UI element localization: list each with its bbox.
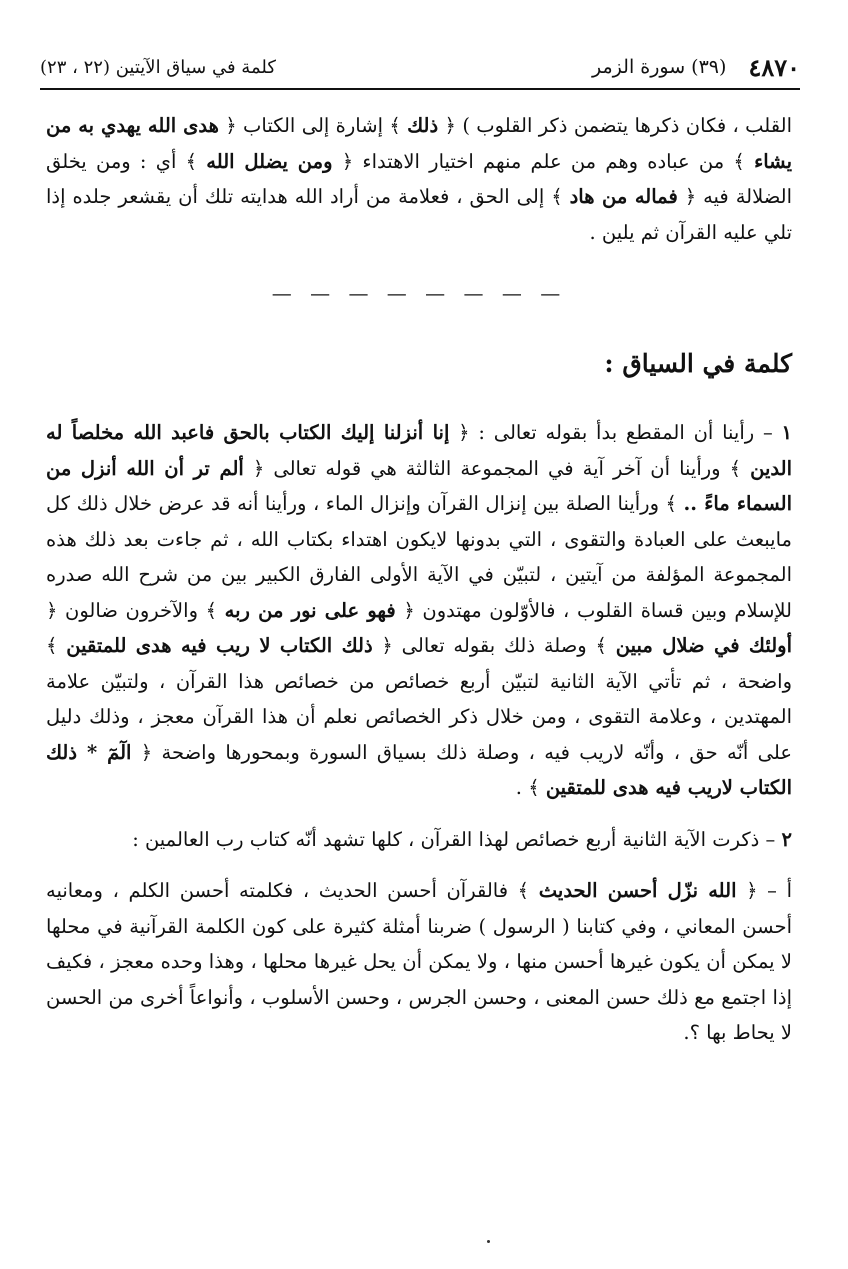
paragraph-2a: أ – ﴿ الله نزّل أحسن الحديث ﴾ فالقرآن أحسن الحديث ، فكلمته أحسن الكلم ، ومعانيه أحسن المعاني ، وفي كتابنا ( الرسول ) ضربنا أمثلة كثيرة على كون الكلمة القرآنية في محلها لا يمكن أن يكون غيرها أحسن منها ، ولا يمكن أن يحل غيرها محلها ، وهذا وحده معجز ، فكيف إذا اجتمع مع ذلك حسن المعنى ، وحسن الجرس ، وحسن الأسلوب ، وأنواعاً أخرى من الحسن لا يحاط بها ؟. (46, 879, 792, 1044)
quran-quote: فهو على نور من ربه (224, 598, 396, 622)
quran-quote: ألم تر أن الله أنزل من السماء ماءً .. (46, 456, 792, 515)
paragraph-continuation: القلب ، فكان ذكرها يتضمن ذكر القلوب ) ﴿ ذلك ﴾ إشارة إلى الكتاب ﴿ هدى الله يهدي به من يشاء ﴾ من عباده وهم من علم منهم اختيار الاهتداء ﴿ ومن يضلل الله ﴾ أي : ومن يخلق الضلالة فيه ﴿ فماله من هاد ﴾ إلى الحق ، فعلامة من أراد الله هدايته تلك أن يقشعر جلده إذا تلي عليه القرآن ثم يلين . (46, 114, 792, 244)
section-heading: كلمة في السياق : (604, 348, 792, 378)
paragraph-1: ١ – رأينا أن المقطع بدأ بقوله تعالى : ﴿ إنا أنزلنا إليك الكتاب بالحق فاعبد الله مخلصاً له الدين ﴾ ورأينا أن آخر آية في المجموعة الثالثة هي قوله تعالى ﴿ ألم تر أن الله أنزل من السماء ماءً .. ﴾ ورأينا الصلة بين إنزال القرآن وإنزال الماء ، ورأينا أنه قد عرض خلال ذلك كل مايبعث على العبادة والتقوى ، التي بدونها لايكون اهتداء بكتاب الله ، ثم جاءت بعد ذلك هذه المجموعة المؤلفة من آيتين ، لتبيّن في الآية الأولى الفارق الكبير بين من شرح الله صدره للإسلام وبين قساة القلوب ، فالأوّلون مهتدون ﴿ فهو على نور من ربه ﴾ والآخرون ضالون ﴿ أولئك في ضلال مبين ﴾ وصلة ذلك بقوله تعالى ﴿ ذلك الكتاب لا ريب فيه هدى للمتقين ﴾ واضحة ، ثم تأتي الآية الثانية لتبيّن أربع خصائص من خصائص هذا القرآن ، ولتبيّن علامة المهتدين ، وعلامة التقوى ، ومن خلال ذكر الخصائص نعلم أن هذا القرآن معجز ، وذلك دليل على أنّه حق ، وأنّه لاريب فيه ، وصلة ذلك بسياق السورة وبمحورها واضحة ﴿ الٓمٓ * ذلك الكتاب لاريب فيه هدى للمتقين ﴾ . (46, 421, 793, 799)
quran-quote: الٓمٓ * ذلك الكتاب لاريب فيه هدى للمتقين (46, 740, 792, 799)
page-header (40, 50, 800, 84)
quran-quote: هدى الله يهدي به من يشاء (46, 114, 792, 173)
paragraph-number: ٢ (781, 827, 792, 851)
page-content (46, 108, 792, 1051)
quran-quote: ذلك (407, 114, 439, 137)
quran-quote: فماله من هاد (569, 185, 678, 208)
quran-quote: الله نزّل أحسن الحديث (538, 879, 737, 902)
paragraph-2: ٢ – ذكرت الآية الثانية أربع خصائص لهذا القرآن ، كلها تشهد أنّه كتاب رب العالمين : (132, 827, 792, 851)
section-title: كلمة في سياق الآيتين (٢٢ ، ٢٣) (40, 56, 276, 78)
quran-quote: ومن يضلل الله (206, 149, 333, 173)
header-rule (40, 88, 800, 90)
paragraph-number: ١ (781, 421, 793, 444)
quran-quote: أولئك في ضلال مبين (615, 634, 792, 657)
surah-title: (٣٩) سورة الزمر (592, 56, 727, 78)
page-number: ٤٨٧٠ (748, 52, 800, 82)
paragraph-letter: أ (786, 879, 792, 902)
quran-quote: إنا أنزلنا إليك الكتاب بالحق فاعبد الله مخلصاً له الدين (46, 421, 792, 480)
quran-quote: ذلك الكتاب لا ريب فيه هدى للمتقين (66, 634, 373, 657)
page-mark (487, 1240, 490, 1243)
section-divider: — — — — — — — — (271, 281, 567, 305)
